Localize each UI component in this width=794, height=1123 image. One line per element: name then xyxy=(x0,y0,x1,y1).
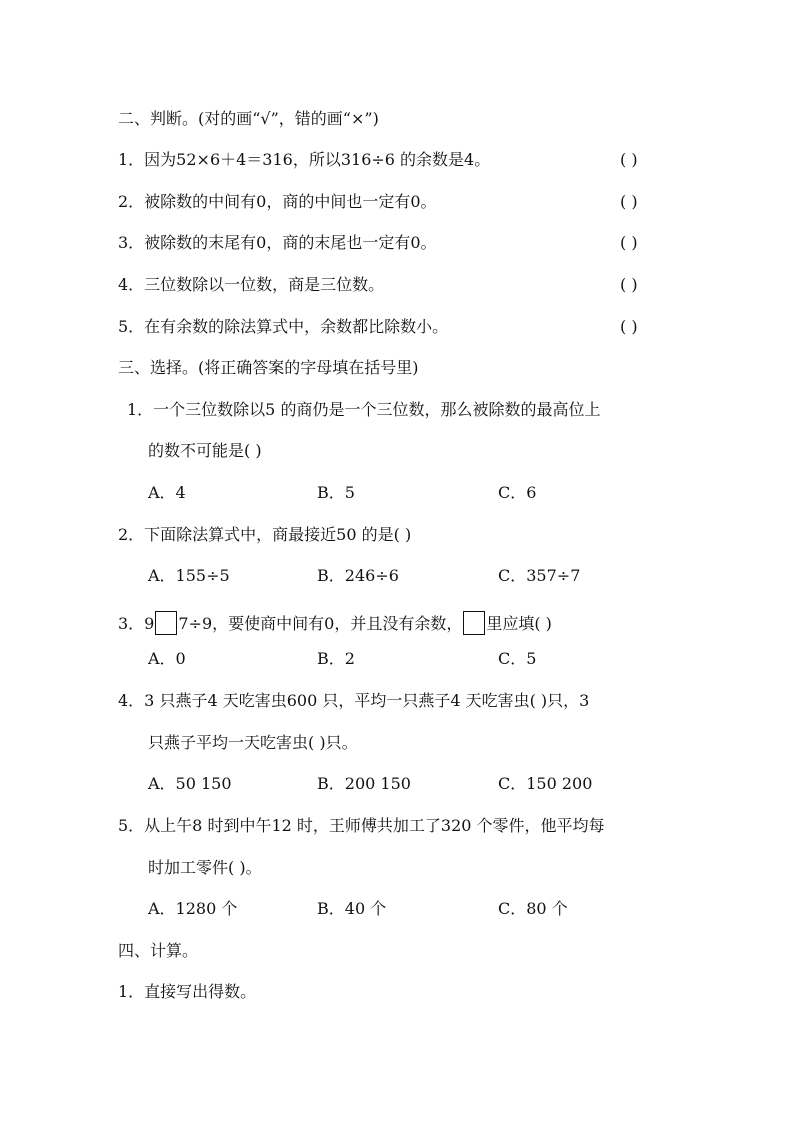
answer-bracket-2[interactable]: ( ) xyxy=(620,192,638,211)
answer-bracket-3[interactable]: ( ) xyxy=(620,233,638,252)
choice-q2-option-b: B．246÷6 xyxy=(317,566,399,585)
choice-q3-option-a: A．0 xyxy=(148,649,186,668)
judgement-item-4: 4．三位数除以一位数，商是三位数。 xyxy=(118,275,385,294)
section-heading-choice: 三、选择。(将正确答案的字母填在括号里) xyxy=(118,358,419,377)
choice-q4-option-b: B．200 150 xyxy=(317,774,411,793)
choice-q4-option-a: A．50 150 xyxy=(148,774,232,793)
choice-q2-option-a: A．155÷5 xyxy=(148,566,230,585)
choice-q4-option-c: C．150 200 xyxy=(498,774,593,793)
choice-q5-option-b: B．40 个 xyxy=(317,899,387,918)
answer-bracket-4[interactable]: ( ) xyxy=(620,275,638,294)
answer-bracket-5[interactable]: ( ) xyxy=(620,317,638,336)
section-heading-calculation: 四、计算。 xyxy=(118,941,199,960)
choice-q1-option-a: A．4 xyxy=(148,483,186,502)
choice-q5-option-a: A．1280 个 xyxy=(148,899,238,918)
choice-q5-line2: 时加工零件( )。 xyxy=(148,858,262,877)
choice-q5-line1: 5．从上午8 时到中午12 时，王师傅共加工了320 个零件，他平均每 xyxy=(118,816,605,835)
choice-q2-line1: 2．下面除法算式中，商最接近50 的是( ) xyxy=(118,525,412,544)
choice-q1-option-c: C．6 xyxy=(498,483,537,502)
choice-q3-suffix: 里应填( ) xyxy=(486,614,552,633)
judgement-item-2: 2．被除数的中间有0，商的中间也一定有0。 xyxy=(118,192,437,211)
choice-q3-prefix: 3．9 xyxy=(118,614,155,633)
choice-q4-line1: 4．3 只燕子4 天吃害虫600 只，平均一只燕子4 天吃害虫( )只，3 xyxy=(118,691,590,710)
blank-box[interactable] xyxy=(155,611,177,635)
choice-q3-middle: 7÷9，要使商中间有0，并且没有余数， xyxy=(178,614,463,633)
choice-q3-line1 xyxy=(118,611,552,631)
choice-q4-line2: 只燕子平均一天吃害虫( )只。 xyxy=(148,733,358,752)
section-heading-judgement: 二、判断。(对的画“√”，错的画“×”) xyxy=(118,109,379,128)
judgement-item-3: 3．被除数的末尾有0，商的末尾也一定有0。 xyxy=(118,233,437,252)
judgement-item-5: 5．在有余数的除法算式中，余数都比除数小。 xyxy=(118,317,449,336)
choice-q2-option-c: C．357÷7 xyxy=(498,566,581,585)
choice-q3-option-b: B．2 xyxy=(317,649,355,668)
judgement-item-1: 1．因为52×6＋4＝316，所以316÷6 的余数是4。 xyxy=(118,150,491,169)
choice-q1-option-b: B．5 xyxy=(317,483,355,502)
calculation-item-1: 1．直接写出得数。 xyxy=(118,982,257,1001)
blank-box[interactable] xyxy=(463,611,485,635)
choice-q3-option-c: C．5 xyxy=(498,649,537,668)
choice-q1-line2: 的数不可能是( ) xyxy=(148,441,262,460)
answer-bracket-1[interactable]: ( ) xyxy=(620,150,638,169)
choice-q5-option-c: C．80 个 xyxy=(498,899,568,918)
choice-q1-line1: 1．一个三位数除以5 的商仍是一个三位数，那么被除数的最高位上 xyxy=(127,400,601,419)
